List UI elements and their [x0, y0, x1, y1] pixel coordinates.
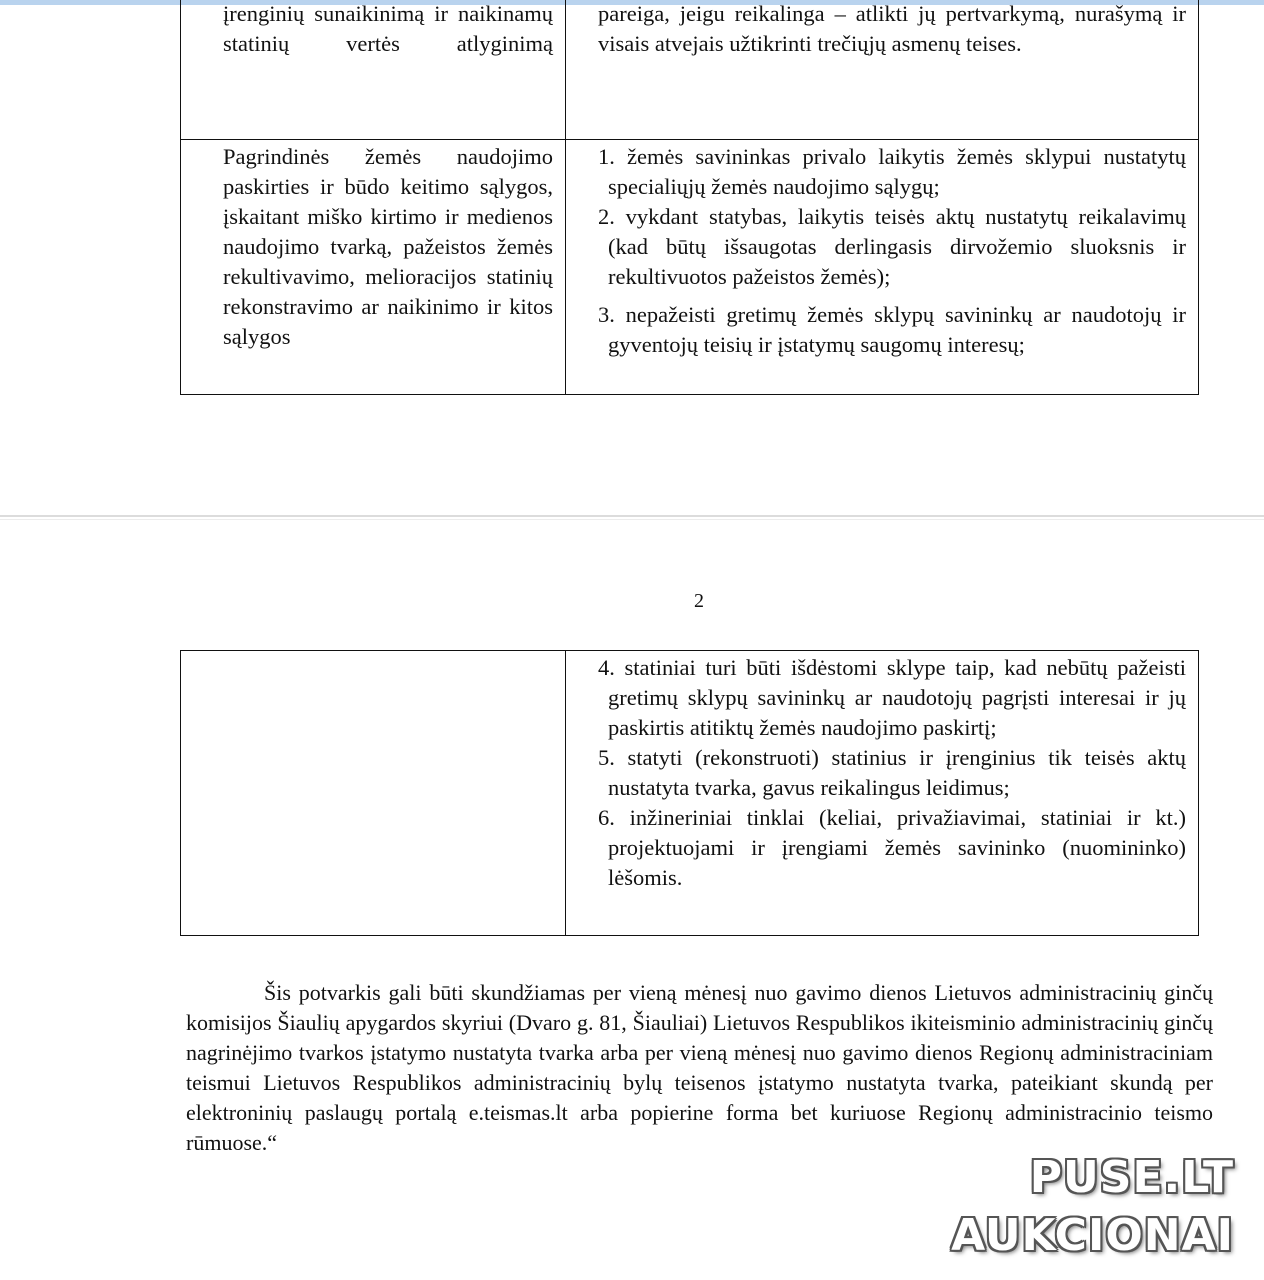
table-row: [181, 140, 1199, 395]
watermark-line1: PUSE.LT: [1029, 1152, 1234, 1203]
watermark-line2: AUKCIONAI: [951, 1210, 1234, 1261]
conditions-table-page2: [180, 650, 1199, 936]
list-item: 3. nepažeisti gretimų žemės sklypų savininkų ar naudotojų ir gyventojų teisių ir įstatymų saugomų interesų;: [598, 302, 1186, 357]
list-item: 2. vykdant statybas, laikytis teisės aktų nustatytų reikalavimų (kad būtų išsaugotas derlingasis dirvožemio sluoksnis ir rekultivuotos pažeistos žemės);: [598, 204, 1186, 289]
table-cell-right: [566, 651, 1199, 936]
cell-text: pareiga, jeigu reikalinga – atlikti jų pertvarkymą, nurašymą ir visais atvejais užtikrinti trečiųjų asmenų teises.: [598, 1, 1186, 56]
list-item: 4. statiniai turi būti išdėstomi sklype taip, kad nebūtų pažeisti gretimų sklypų savininkų ar naudotojų pagrįsti interesai ir jų paskirtis atitiktų žemės naudojimo paskirtį;: [598, 655, 1186, 740]
page-divider: [0, 519, 1264, 520]
list-item: 6. inžineriniai tinklai (keliai, privažiavimai, statiniai ir kt.) projektuojami ir įrengiami žemės savininko (nuomininko) lėšomis.: [598, 805, 1186, 890]
table-cell-left: [181, 651, 566, 936]
page-number: 2: [694, 590, 704, 612]
table-cell-left: [181, 0, 566, 140]
table-cell-right: [566, 0, 1199, 140]
list-item: 1. žemės savininkas privalo laikytis žemės sklypui nustatytų specialiųjų žemės naudojimo sąlygų;: [598, 144, 1186, 199]
page-divider: [0, 515, 1264, 517]
table-row: [181, 651, 1199, 936]
list-item: 5. statyti (rekonstruoti) statinius ir įrenginius tik teisės aktų nustatyta tvarka, gavus reikalingus leidimus;: [598, 745, 1186, 800]
cell-text: įrenginių sunaikinimą ir naikinamų statinių vertės atlyginimą: [223, 1, 553, 56]
cell-text: Pagrindinės žemės naudojimo paskirties ir būdo keitimo sąlygos, įskaitant miško kirtimo ir medienos naudojimo tvarką, pažeistos žemės rekultivavimo, melioracijos statinių rekonstravimo ar naikinimo ir kitos sąlygos: [223, 144, 553, 349]
appeal-paragraph: Šis potvarkis gali būti skundžiamas per vieną mėnesį nuo gavimo dienos Lietuvos administracinių ginčų komisijos Šiaulių apygardos skyriui (Dvaro g. 81, Šiauliai) Lietuvos Respublikos ikiteisminio administracinių ginčų nagrinėjimo tvarkos įstatymo nustatyta tvarka arba per vieną mėnesį nuo gavimo dienos Regionų administraciniam teismui Lietuvos Respublikos administracinių bylų teisenos įstatymo nustatyta tvarka, pateikiant skundą per elektroninių paslaugų portalą e.teismas.lt arba popierine forma bet kuriuose Regionų administracinio teismo rūmuose.“: [186, 980, 1213, 1155]
table-cell-left: [181, 140, 566, 395]
table-cell-right: [566, 140, 1199, 395]
conditions-table-page1: [180, 0, 1199, 395]
table-row: [181, 0, 1199, 140]
